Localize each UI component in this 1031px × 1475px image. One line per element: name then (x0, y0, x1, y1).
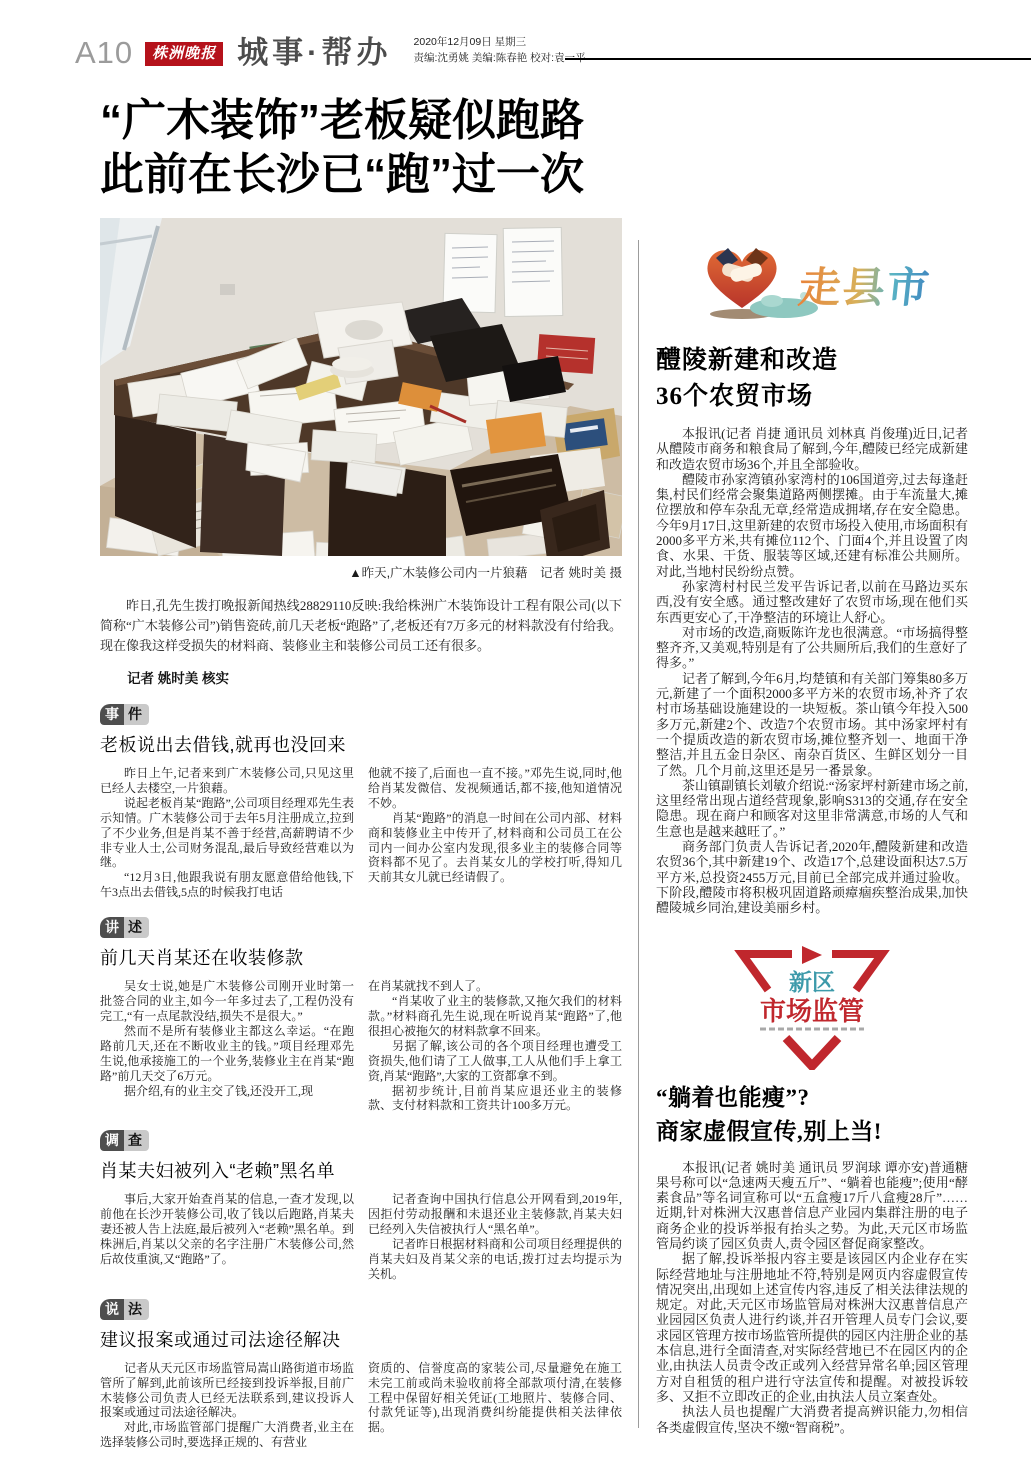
paragraph: 孙家湾村村民兰发平告诉记者,以前在马路边买东西,没有安全感。通过整改建好了农贸市场,现在他们买东西更安心了,干净整洁的环境让人舒心。 (656, 578, 968, 625)
section-heading: 前几天肖某还在收装修款 (100, 948, 304, 969)
market-headline-line2: 商家虚假宣传,别上当! (656, 1119, 882, 1144)
messy-office-photo (100, 218, 622, 556)
column-divider (638, 240, 639, 1428)
paragraph: 对市场的改造,商贩陈许龙也很满意。“市场搞得整整齐齐,又美观,特别是有了公共厕所后,我们的生意好了得多。” (656, 624, 968, 671)
paragraph: 记者了解到,今年6月,均楚镇和有关部门筹集80多万元,新建了一个面积2000多平方米的农贸市场,补齐了农村市场基础设施建设的一块短板。茶山镇今年投入500多万元,新建2个、改造7个农贸市场。其中汤家坪村有一个提质改造的新农贸市场,摊位整齐划一、地面干净整洁,并且五金日杂区、南杂百货区、生鲜区划分一目了然。几个月前,这里还是另一番景象。 (656, 670, 969, 778)
paragraph: 资质的、信誉度高的家装公司,尽量避免在施工未完工前或尚未验收前将全部款项付清,在装修工程中保留好相关凭证(工地照片、装修合同、付款凭证等),出现消费纠纷能提供相关法律依据。 (368, 1360, 622, 1435)
county-tour-badge-label: 走县市 (796, 264, 932, 311)
lead-intro: 昨日,孔先生拨打晚报新闻热线28829110反映:我给株洲广木装饰设计工程有限公司(以下简称“广木装修公司”)销售瓷砖,前几天老板“跑路”了,老板还有7万多元的材料款没有付给我。现在像我这样受损失的材料商、装修业主和装修公司员工还有很多。 (100, 598, 622, 653)
staff-line: 责编:沈勇姚 美编:陈春艳 校对:袁一平 (413, 52, 586, 65)
section-investigation (100, 1130, 622, 1281)
section-tag (100, 1299, 149, 1320)
paragraph: 对此,市场监管部门提醒广大消费者,业主在选择装修公司时,要选择正规的、有营业 (100, 1420, 354, 1450)
section-column-left (100, 766, 354, 900)
paragraph: “12月3日,他跟我说有朋友愿意借给他钱,下午3点出去借钱,5点的时候我打电话 (100, 870, 354, 900)
section-tag (100, 1130, 149, 1151)
lead-headline (100, 94, 622, 202)
paragraph: 肖某“跑路”的消息一时间在公司内部、材料商和装修业主中传开了,材料商和公司员工在公司内一间办公室内发现,很多业主的装修合同等资料都不见了。去肖某女儿的学校打听,得知几天前其女儿就已经请假了。 (368, 810, 622, 885)
section-tag-char1: 讲 (100, 917, 124, 938)
section-tag-char2: 法 (124, 1299, 149, 1320)
county-headline-line1: 醴陵新建和改造 (656, 347, 839, 374)
section-column-left (100, 1192, 354, 1281)
paragraph: 记者查询中国执行信息公开网看到,2019年,因拒付劳动报酬和未退还业主装修款,肖某夫妇已经列入失信被执行人“黑名单”。 (368, 1192, 622, 1237)
section-heading: 肖某夫妇被列入“老赖”黑名单 (100, 1161, 335, 1182)
section-column-left (100, 979, 354, 1113)
market-badge-line2: 市场监管 (759, 995, 865, 1026)
section-tag-char1: 调 (100, 1130, 124, 1151)
section-opinion (100, 1299, 622, 1450)
paragraph: “肖某收了业主的装修款,又拖欠我们的材料款。”材料商孔先生说,现在听说肖某“跑路”了,他很担心被拖欠的材料款拿不回来。 (368, 994, 622, 1038)
paragraph: 说起老板肖某“跑路”,公司项目经理邓先生表示知情。广木装修公司于去年5月注册成立,拉到了不少业务,但是肖某不善于经营,高薪聘请不少非专业人士,公司财务混乱,最后导致经营难以为继。 (100, 795, 354, 870)
section-tag-char2: 述 (124, 917, 149, 938)
section-tag (100, 917, 149, 938)
paragraph: 茶山镇副镇长刘敏介绍说:“汤家坪村新建市场之前,这里经常出现占道经营现象,影响S313的交通,存在安全隐患。现在商户和顾客对这里非常满意,市场的人气和生意也是越来越旺了。” (656, 777, 968, 839)
paragraph: 昨日上午,记者来到广木装修公司,只见这里已经人去楼空,一片狼藉。 (100, 766, 354, 795)
photo-caption: ▲昨天,广木装修公司内一片狼藉 记者 姚时美 摄 (349, 566, 622, 580)
market-headline-line1: “躺着也能瘦”? (656, 1084, 810, 1110)
section-heading: 建议报案或通过司法途径解决 (100, 1329, 341, 1350)
paragraph: 另据了解,该公司的各个项目经理也遭受工资损失,他们请了工人做事,工人从他们手上拿工资,肖某“跑路”,大家的工资都拿不到。 (368, 1038, 622, 1083)
paragraph: 本报讯(记者 肖捷 通讯员 刘林真 肖俊瑾)近日,记者从醴陵市商务和粮食局了解到,今年,醴陵已经完成新建和改造农贸市场36个,并且全部验收。 (656, 426, 968, 472)
market-article-headline (656, 1081, 968, 1150)
header-rule (565, 58, 1031, 60)
paragraph: 吴女士说,她是广木装修公司刚开业时第一批签合同的业主,如今一年多过去了,工程仍没有完工,“有一点尾款没结,损失不是很大。” (100, 979, 354, 1023)
section-tag-char2: 件 (124, 704, 149, 725)
newspaper-masthead-logo: 株洲晚报 (145, 42, 223, 66)
paragraph: 记者昨日根据材料商和公司项目经理提供的肖某夫妇及肖某父亲的电话,拨打过去均提示为关机。 (368, 1237, 622, 1281)
page-header (75, 34, 1005, 82)
section-account (100, 917, 622, 1113)
section-tag-char2: 查 (124, 1130, 149, 1151)
paragraph: 商务部门负责人告诉记者,2020年,醴陵新建和改造农贸36个,其中新建19个、改造17个,总建设面积达7.5万平方米,总投资2455万元,目前已全部完成并通过验收。下阶段,醴陵市将积极巩固道路顽瘴痼疾整治成果,加快醴陵城乡同治,建设美丽乡村。 (656, 839, 968, 916)
section-tag (100, 704, 149, 725)
paragraph: 事后,大家开始查肖某的信息,一查才发现,以前他在长沙开装修公司,收了钱以后跑路,肖某夫妻还被人告上法庭,最后被列入“老赖”黑名单。到株洲后,肖某以父亲的名字注册广木装修公司,然后故伎重演,又“跑路”了。 (100, 1192, 354, 1266)
lead-article (100, 94, 622, 1450)
paragraph: 他就不接了,后面也一直不接。”邓先生说,同时,他给肖某发微信、发视频通话,都不接,他知道情况不妙。 (368, 766, 622, 810)
paragraph: 执法人员也提醒广大消费者提高辨识能力,勿相信各类虚假宣传,坚决不缴“智商税”。 (656, 1404, 968, 1435)
paragraph: 醴陵市孙家湾镇孙家湾村的106国道旁,过去每逢赶集,村民们经常会聚集道路两侧摆摊。由于车流量大,摊位摆放和停车杂乱无章,经常造成拥堵,存在安全隐患。今年9月17日,这里新建的农贸市场投入使用,市场面积有2000多平方米,共有摊位112个、门面4个,并且设置了肉食、水果、干货、服装等区域,还建有标准公共厕所。对此,当地村民纷纷点赞。 (656, 471, 969, 579)
lead-headline-line1: “广木装饰”老板疑似跑路 (100, 96, 584, 145)
section-tag-char1: 事 (100, 704, 124, 725)
market-badge-line1: 新区 (789, 968, 835, 995)
paragraph: 据了解,投诉举报内容主要是该园区内企业存在实际经营地址与注册地址不符,特别是网页内容虚假宣传情况突出,出现如上述宣传内容,违反了相关法律法规的规定。对此,天元区市场监管局对株洲大汉惠普信息产业园园区负责人进行约谈,并召开管理人员专门会议,要求园区管理方按市场监管所提供的园区内注册企业的基本信息,进行全面清查,对实际经营地已不在园区内的企业,由执法人员责令改正或列入经营异常名单;园区管理方对自租赁的租户进行守法宣传和提醒。对被投诉较多、又拒不立即改正的企业,由执法人员立案查处。 (656, 1251, 969, 1404)
section-column-right (368, 979, 622, 1113)
paragraph: 在肖某就找不到人了。 (368, 979, 489, 994)
paragraph: 据介绍,有的业主交了钱,还没开工,现 (124, 1083, 314, 1098)
paragraph: 记者从天元区市场监管局嵩山路街道市场监管所了解到,此前该所已经接到投诉举报,目前广木装修公司负责人已经无法联系到,建议投诉人报案或通过司法途径解决。 (100, 1360, 354, 1420)
paragraph: 本报讯(记者 姚时美 通讯员 罗润球 谭亦安)普通糖果号称可以“急速两天瘦五斤”、“躺着也能瘦”;使用“酵素食品”等名词宣称可以“五盒瘦17斤八盒瘦28斤”……近期,针对株洲大汉惠普信息产业园内集群注册的电子商务企业的投诉举报有抬头之势。为此,天元区市场监管局约谈了园区负责人,责令园区督促商家整改。 (656, 1159, 968, 1251)
section-tag-char1: 说 (100, 1299, 124, 1320)
paragraph: 据初步统计,目前肖某应退还业主的装修款、支付材料款和工资共计100多万元。 (368, 1083, 622, 1113)
section-title: 城事·帮办 (237, 34, 392, 70)
market-supervision-badge-icon (722, 944, 902, 1070)
date-line: 2020年12月09日 星期三 (413, 36, 527, 48)
section-column-right (368, 1361, 622, 1450)
right-column (656, 238, 968, 1435)
page-number: A10 (75, 34, 134, 70)
section-event (100, 704, 622, 900)
lead-headline-line2: 此前在长沙已“跑”过一次 (100, 150, 584, 199)
section-heading: 老板说出去借钱,就再也没回来 (100, 735, 346, 755)
county-article-headline (656, 343, 968, 414)
section-column-left (100, 1361, 354, 1450)
paragraph: 然而不是所有装修业主都这么幸运。“在跑路前几天,还在不断收业主的钱。”项目经理邓先生说,他承接施工的一个业务,装修业主在肖某“跑路”前几天交了6万元。 (100, 1023, 354, 1083)
county-tour-badge-icon (692, 238, 932, 326)
county-headline-line2: 36个农贸市场 (656, 382, 814, 410)
section-column-right (368, 1192, 622, 1281)
reporter-verify-line: 记者 姚时美 核实 (127, 671, 230, 686)
section-column-right (368, 766, 622, 900)
